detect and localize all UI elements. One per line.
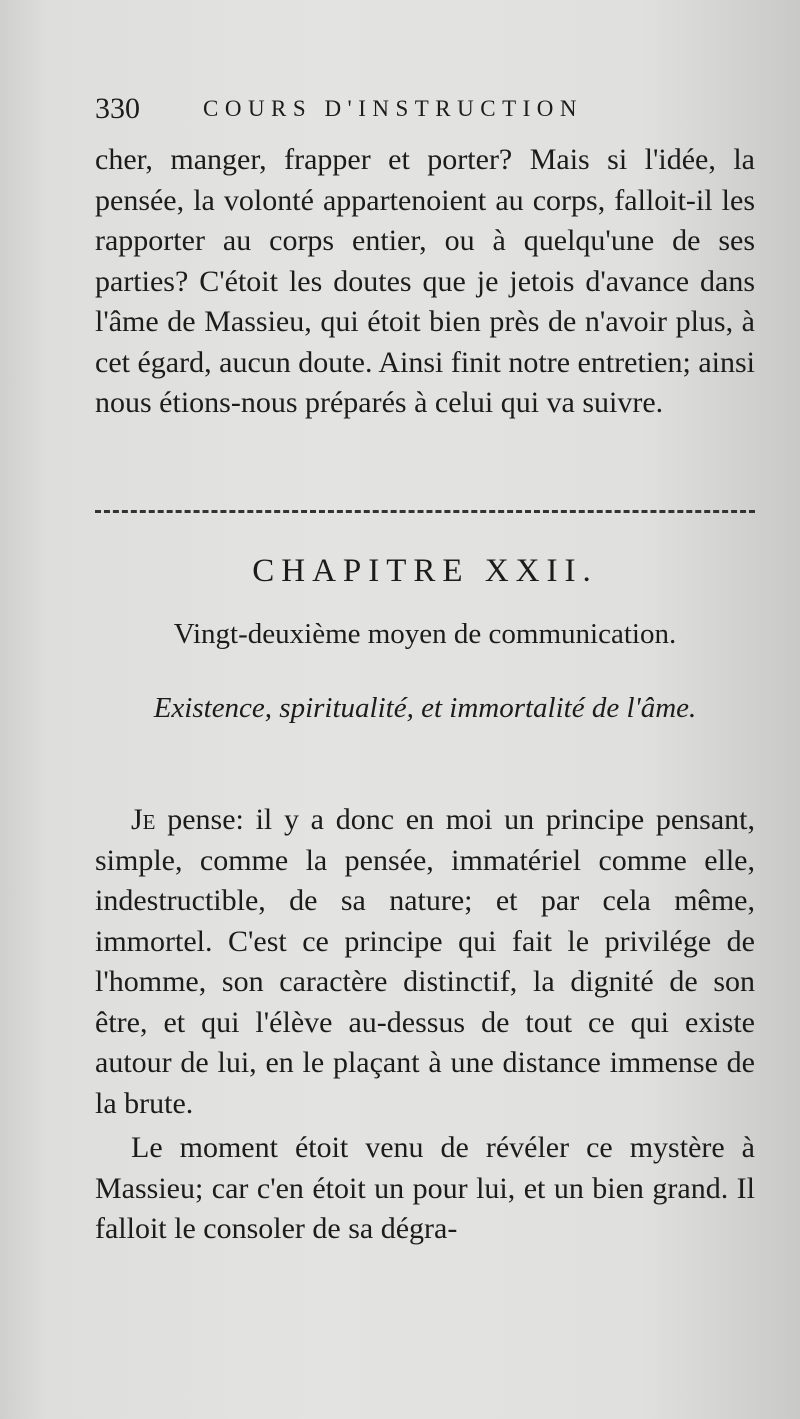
running-title: COURS D'INSTRUCTION	[203, 96, 584, 121]
chapter-topic: Existence, spiritualité, et immortalité de l'âme.	[153, 692, 697, 724]
page-header	[95, 92, 760, 132]
paragraph-lead-word: Je	[131, 803, 156, 836]
page-number: 330	[95, 92, 140, 125]
chapter-title: CHAPITRE XXII.	[252, 553, 598, 589]
paragraph-text: pense: il y a donc en moi un principe pensant, simple, comme la pensée, immatériel comme elle, indestructible, de sa nature; et par cela même, immortel. C'est ce principe qui fait le privilége de l'homme, son caractère distinctif, la dignité de son être, et qui l'élève au-dessus de tout ce qui existe autour de lui, en le plaçant à une distance immense de la brute.	[95, 803, 755, 1120]
body-paragraph	[95, 800, 755, 1124]
chapter-subtitle: Vingt-deuxième moyen de communication.	[173, 618, 677, 650]
body-paragraph-2: Le moment étoit venu de révéler ce mystère à Massieu; car c'en étoit un pour lui, et un bien grand. Il falloit le consoler de sa dégra-	[95, 1131, 755, 1245]
section-divider	[95, 510, 755, 513]
continuation-paragraph: cher, manger, frapper et porter? Mais si l'idée, la pensée, la volonté appartenoient au corps, falloit-il les rapporter au corps entier, ou à quelqu'une de ses parties? C'étoit les doutes que je jetois d'avance dans l'âme de Massieu, qui étoit bien près de n'avoir plus, à cet égard, aucun doute. Ainsi finit notre entretien; ainsi nous étions-nous préparés à celui qui va suivre.	[95, 143, 755, 419]
